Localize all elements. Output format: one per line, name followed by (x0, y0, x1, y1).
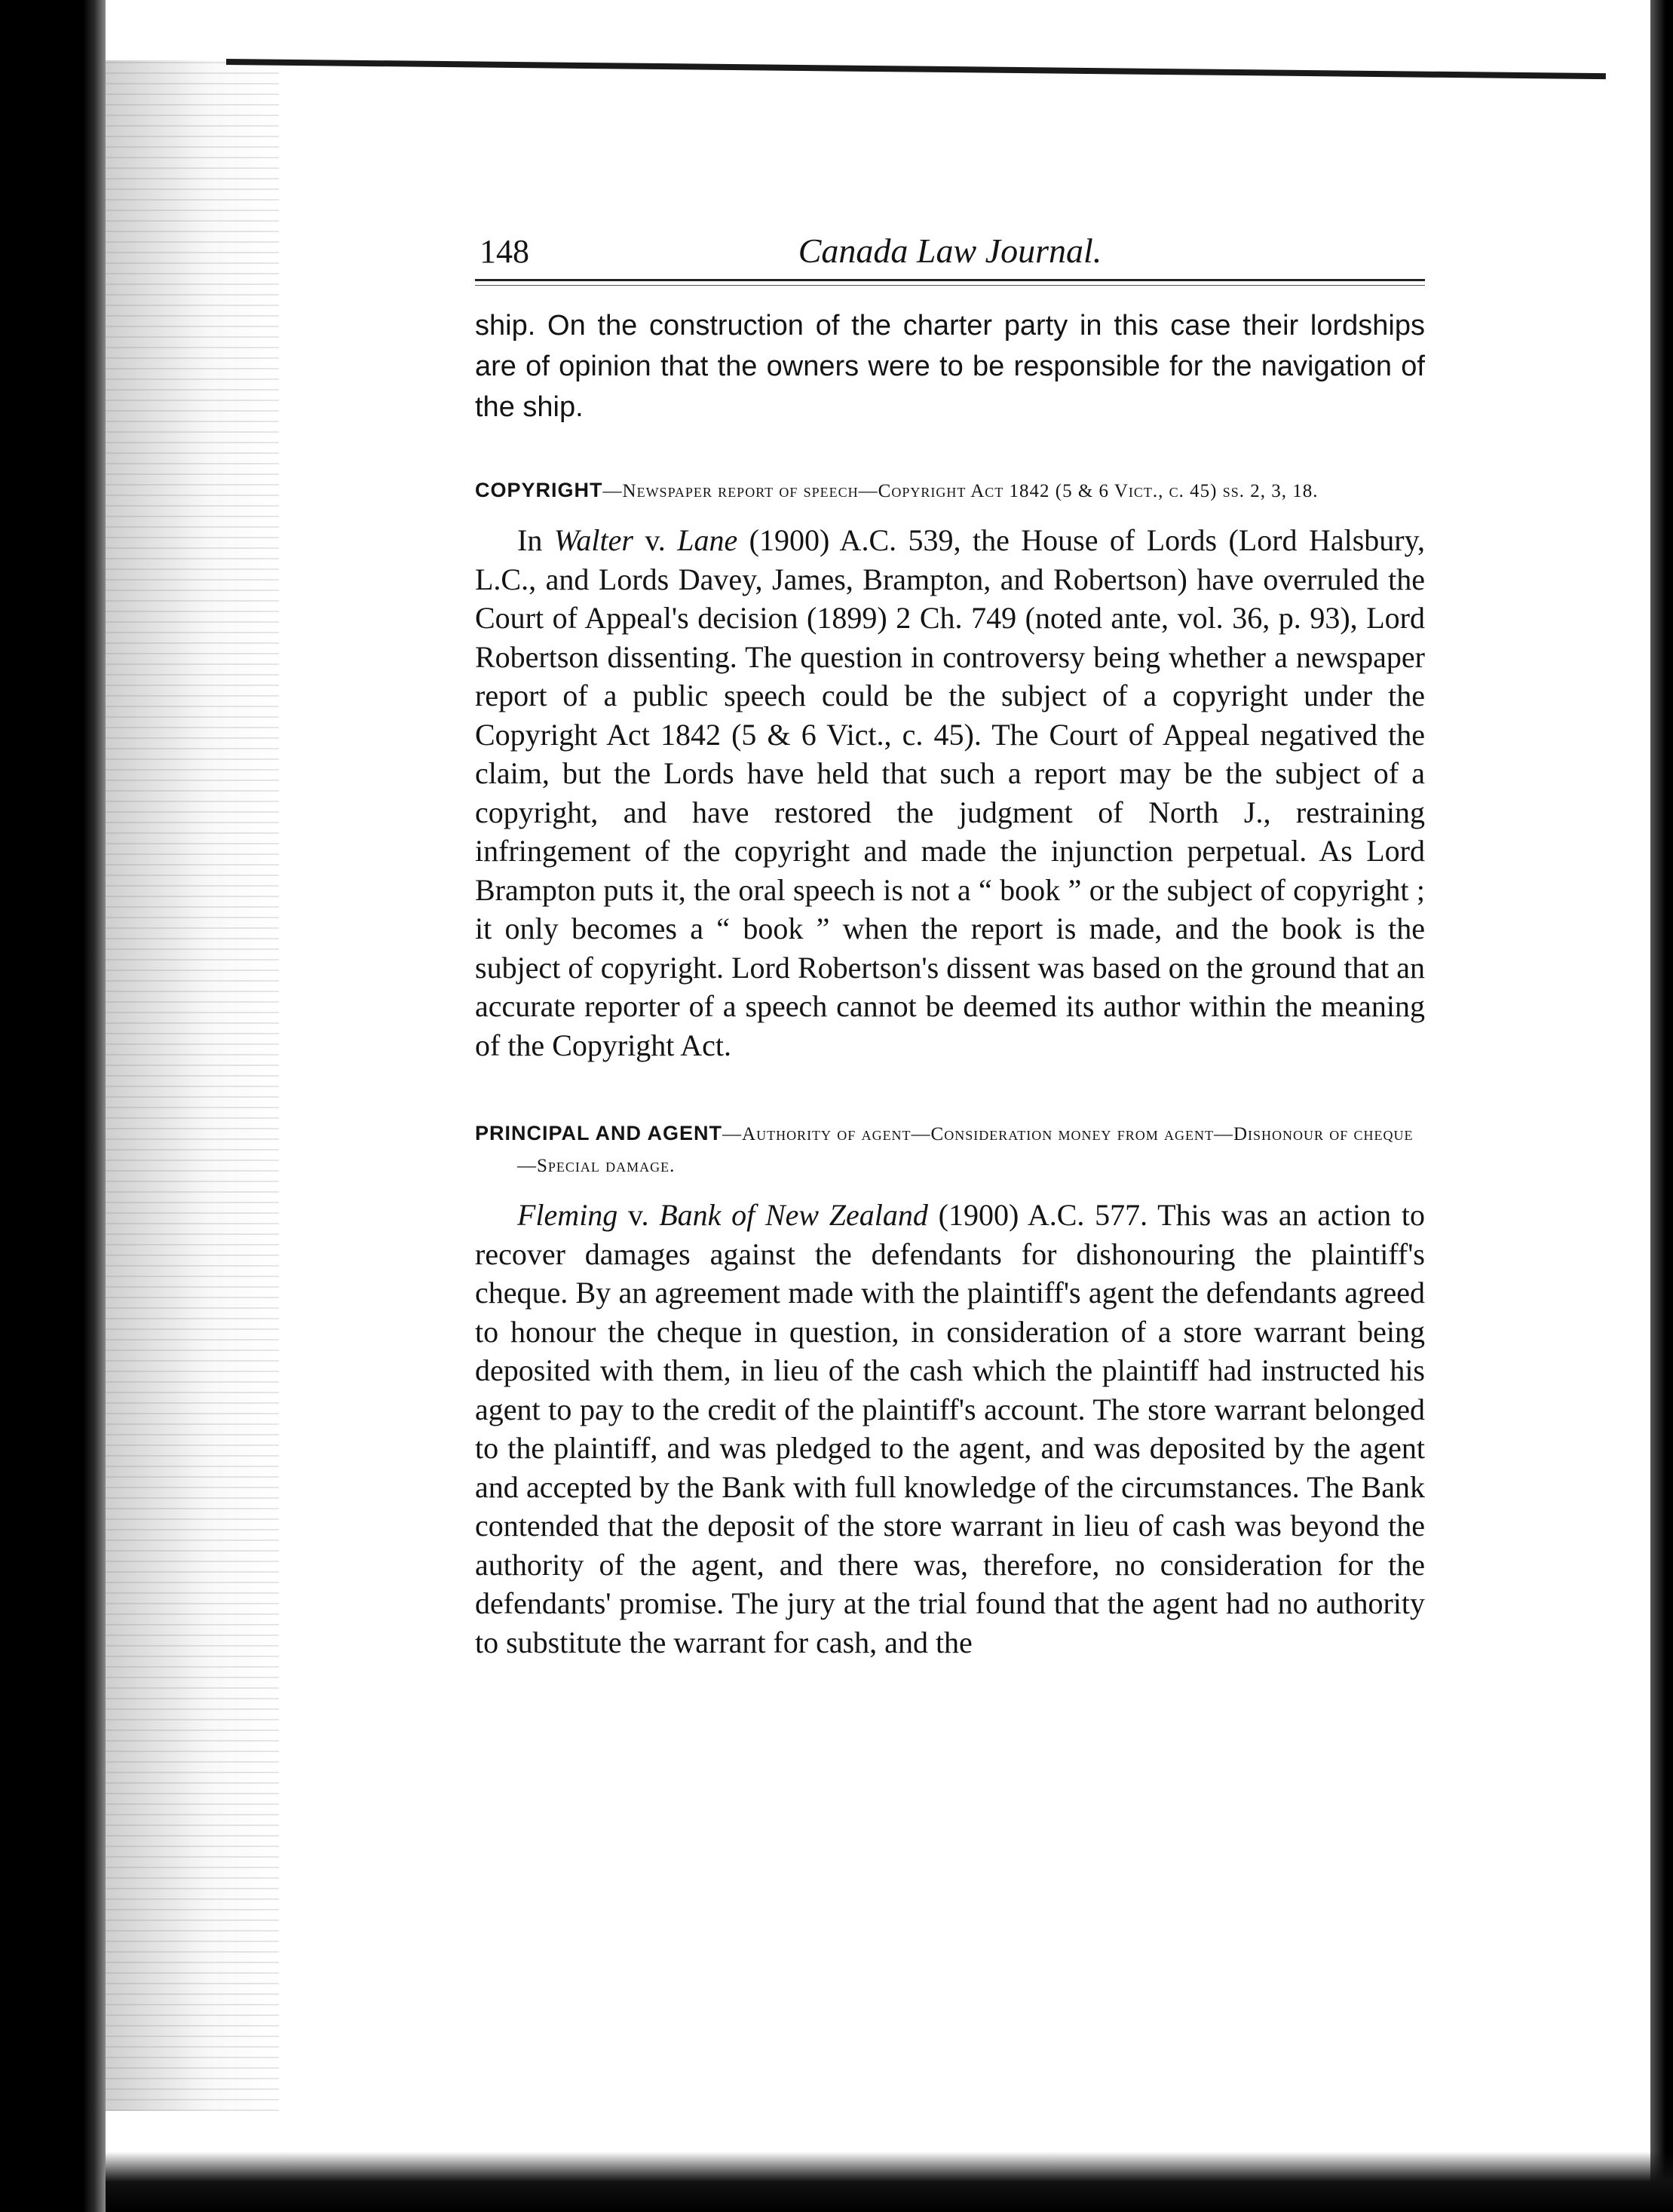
scan-bottom-edge (106, 2152, 1673, 2212)
scan-binding-shadow (0, 0, 106, 2212)
header-rule (475, 285, 1425, 286)
agent-body: (1900) A.C. 577. This was an action to recover damages against the defendants for dishonouring the plaintiff's cheque. By an agreement made with the plaintiff's agent the defendants agreed to honour the cheque in question, in consideration of a store warrant being deposited with them, in lieu of the cash which the plaintiff had instructed his agent to pay to the credit of the plaintiff's account. The store warrant belonged to the plaintiff, and was pledged to the agent, and was deposited by the agent and accepted by the Bank with full knowledge of the circumstances. The Bank contended that the deposit of the store warrant in lieu of cash was beyond the authority of the agent, and there was, therefore, no consideration for the defendants' promise. The jury at the trial found that the agent had no authority to substitute the warrant for cash, and the (475, 1198, 1425, 1659)
copyright-case-name: Walter (553, 523, 633, 557)
scan-binding-speckle (106, 60, 279, 2111)
copyright-topic: COPYRIGHT (475, 479, 603, 501)
agent-paragraph (475, 1196, 1425, 1662)
copyright-versus: v. (633, 523, 678, 557)
agent-versus: v. (617, 1198, 660, 1232)
journal-title: Canada Law Journal. (798, 231, 1102, 270)
intro-paragraph: ship. On the construction of the charter party in this case their lordships are of opinion that the owners were to be responsible for the navigation of the ship. (475, 310, 1425, 423)
copyright-body: (1900) A.C. 539, the House of Lords (Lord Halsbury, L.C., and Lords Davey, James, Brampton, and Robertson) have overruled the Court of Appeal's decision (1899) 2 Ch. 749 (noted ante, vol. 36, p. 93), Lord Robertson dissenting. The question in controversy being whether a newspaper report of a public speech could be the subject of a copyright under the Copyright Act 1842 (5 & 6 Vict., c. 45). The Court of Appeal negatived the claim, but the Lords have held that such a report may be the subject of a copyright, and have restored the judgment of North J., restraining infringement of the copyright and made the injunction perpetual. As Lord Brampton puts it, the oral speech is not a “ book ” or the subject of copyright ; it only becomes a “ book ” when the report is made, and the book is the subject of copyright. Lord Robertson's dissent was based on the ground that an accurate reporter of a speech cannot be deemed its author within the meaning of the Copyright Act. (475, 523, 1425, 1062)
copyright-heading (475, 474, 1425, 507)
copyright-subtitle: —Newspaper report of speech—Copyright Act 1842 (5 & 6 Vict., c. 45) ss. 2, 3, 18. (602, 481, 1319, 501)
copyright-case-intro: In (517, 523, 554, 557)
agent-subtitle: —Authority of agent—Consideration money from agent—Dishonour of cheque—Special damage. (517, 1124, 1414, 1176)
scan-right-edge (1650, 0, 1673, 2212)
scan-top-edge (226, 59, 1606, 79)
running-head (475, 226, 1425, 281)
agent-case-name: Fleming (517, 1198, 618, 1232)
agent-heading (475, 1117, 1425, 1182)
agent-topic: PRINCIPAL AND AGENT (475, 1122, 723, 1144)
page-number: 148 (480, 233, 529, 270)
copyright-paragraph (475, 521, 1425, 1065)
agent-case-name-2: Bank of New Zealand (659, 1198, 928, 1232)
copyright-case-name-2: Lane (677, 523, 738, 557)
journal-page (475, 226, 1425, 1662)
